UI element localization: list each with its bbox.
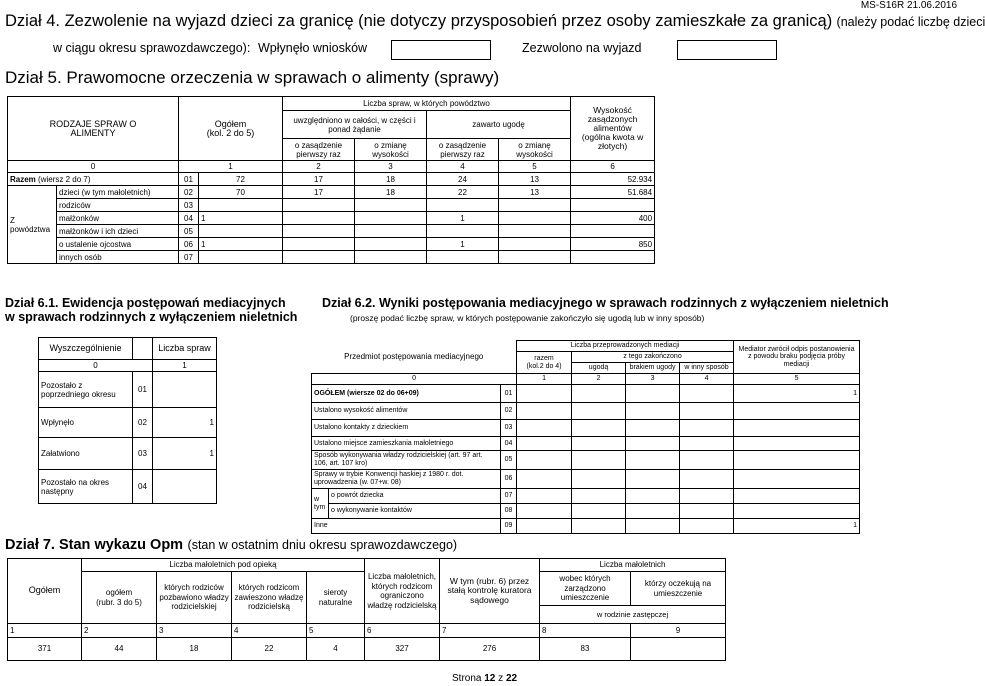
cell [517, 420, 572, 437]
cell [499, 199, 571, 212]
cell [499, 238, 571, 251]
colnum: 5 [499, 161, 571, 173]
cell: 18 [355, 186, 427, 199]
d5-total-label: Razem (wiersz 2 do 7) [8, 173, 179, 186]
cell [626, 470, 680, 489]
cell [680, 420, 734, 437]
colnum: 5 [734, 374, 860, 385]
cell [680, 519, 734, 534]
cell [571, 225, 655, 238]
cell [572, 420, 626, 437]
d7-title-line [5, 536, 457, 554]
cell [572, 504, 626, 519]
cell: 4 [307, 638, 365, 661]
colnum: 4 [427, 161, 499, 173]
cell: 83 [540, 638, 631, 661]
cell [283, 225, 355, 238]
d4-received-field[interactable] [391, 40, 491, 60]
d5-head-amount: Wysokość zasądzonych alimentów (ogólna kwota w złotych) [571, 97, 655, 161]
row-code: 02 [133, 408, 153, 438]
cell [626, 403, 680, 420]
cell: 72 [199, 173, 283, 186]
row-label: Pozostało na okres następny [39, 470, 133, 504]
cell: 22 [427, 186, 499, 199]
d61-head-spec: Wyszczególnienie [39, 338, 133, 360]
d7-head-orphans: sieroty naturalne [307, 572, 365, 624]
row-code: 02 [501, 403, 517, 420]
d5-head-kinds: RODZAJE SPRAW O ALIMENTY [8, 97, 179, 161]
row-code: 04 [179, 212, 199, 225]
cell [680, 437, 734, 451]
d7-head-minors: Liczba małoletnich [540, 559, 726, 572]
d4-title-line [5, 12, 985, 31]
table-row [8, 186, 655, 199]
cell [626, 437, 680, 451]
cell [626, 489, 680, 504]
d61-title: Dział 6.1. Ewidencja postępowań mediacyjnych w sprawach rodzinnych z wyłączeniem nieletnich [5, 296, 298, 324]
colnum: 4 [680, 374, 734, 385]
d7-head-waiting: którzy oczekują na umieszczenie [631, 572, 726, 606]
row-code: 03 [179, 199, 199, 212]
row-code: 08 [501, 504, 517, 519]
colnum: 3 [157, 624, 232, 638]
cell: 1 [153, 408, 217, 438]
d5-head-upheld: uwzględniono w całości, w części i ponad żądanie [283, 111, 427, 139]
d62-head-conducted: Liczba przeprowadzonych mediacji [517, 341, 734, 352]
table-row [312, 504, 860, 519]
row-label: Ustalono miejsce zamieszkania małoletniego [312, 437, 501, 451]
table-row [39, 470, 217, 504]
d5-head-total: Ogółem (kol. 2 do 5) [179, 97, 283, 161]
cell [680, 403, 734, 420]
row-label: dzieci (w tym małoletnich) [57, 186, 179, 199]
d62-wtym: w tym [312, 489, 329, 519]
row-code: 03 [501, 420, 517, 437]
row-code: 05 [501, 451, 517, 470]
d5-head-first-b: o zasądzenie pierwszy raz [427, 139, 499, 161]
cell [626, 385, 680, 403]
cell [571, 199, 655, 212]
cell [734, 451, 860, 470]
d7-title: Dział 7. Stan wykazu Opm [5, 537, 184, 553]
d62-head-nosettle: brakiem ugody [626, 363, 680, 374]
d7-head-placed: wobec których zarządzono umieszczenie [540, 572, 631, 606]
cell: 52.934 [571, 173, 655, 186]
row-code: 04 [133, 470, 153, 504]
table-row [8, 212, 655, 225]
cell [355, 251, 427, 264]
cell [199, 199, 283, 212]
cell [734, 470, 860, 489]
row-label: rodziców [57, 199, 179, 212]
cell [734, 489, 860, 504]
colnum: 2 [283, 161, 355, 173]
row-label: o wykonywanie kontaktów [329, 504, 501, 519]
colnum: 0 [312, 374, 517, 385]
table-row [8, 251, 655, 264]
cell [499, 212, 571, 225]
table-row [8, 225, 655, 238]
cell [626, 504, 680, 519]
row-code: 05 [179, 225, 199, 238]
cell: 327 [365, 638, 440, 661]
cell: 1 [427, 212, 499, 225]
row-code: 07 [501, 489, 517, 504]
cell [626, 420, 680, 437]
cell [355, 199, 427, 212]
cell: 276 [440, 638, 540, 661]
cell [572, 489, 626, 504]
cell: 371 [8, 638, 82, 661]
cell: 400 [571, 212, 655, 225]
row-code: 07 [179, 251, 199, 264]
table-row [39, 408, 217, 438]
row-label: o powrót dziecka [329, 489, 501, 504]
cell [572, 437, 626, 451]
d7-head-foster: w rodzinie zastępczej [540, 606, 726, 624]
d5-head-change-a: o zmianę wysokości [355, 139, 427, 161]
table-row [8, 638, 726, 661]
d7-head-total: Ogółem [8, 559, 82, 624]
d5-group-label: Z powództwa [8, 186, 57, 264]
d4-received-label: Wpłynęło wniosków [258, 41, 368, 55]
row-label: Sposób wykonywania władzy rodzicielskiej (art. 97 art. 106, art. 107 kro) [312, 451, 501, 470]
row-code: 01 [501, 385, 517, 403]
cell: 70 [199, 186, 283, 199]
cell: 17 [283, 173, 355, 186]
colnum: 0 [8, 161, 179, 173]
colnum: 9 [631, 624, 726, 638]
d7-head-of-total: ogółem (rubr. 3 do 5) [82, 572, 157, 624]
table-row [312, 451, 860, 470]
d5-table [7, 96, 655, 264]
cell [572, 451, 626, 470]
row-code: 06 [501, 470, 517, 489]
cell [517, 519, 572, 534]
table-row [312, 489, 860, 504]
cell [734, 420, 860, 437]
d4-line2: w ciągu okresu sprawozdawczego): [53, 41, 251, 55]
row-label: małżonków i ich dzieci [57, 225, 179, 238]
d7-head-suspended: których rodzicom zawieszono władzę rodzicielską [232, 572, 307, 624]
row-label: małżonków [57, 212, 179, 225]
cell [571, 251, 655, 264]
row-code: 03 [133, 438, 153, 470]
d62-head-of-which: z tego zakończono [572, 352, 734, 363]
colnum: 3 [626, 374, 680, 385]
d7-head-wtym: W tym (rubr. 6) przez stałą kontrolę kuratora sądowego [440, 559, 540, 624]
cell [680, 385, 734, 403]
colnum: 8 [540, 624, 631, 638]
row-label: Wpłynęło [39, 408, 133, 438]
colnum: 2 [82, 624, 157, 638]
d62-title: Dział 6.2. Wyniki postępowania mediacyjnego w sprawach rodzinnych z wyłączeniem nieletnich [322, 296, 889, 310]
cell [427, 225, 499, 238]
cell: 22 [232, 638, 307, 661]
cell [517, 504, 572, 519]
d62-head-settle: ugodą [572, 363, 626, 374]
colnum: 0 [39, 360, 153, 372]
d5-title: Dział 5. Prawomocne orzeczenia w sprawach o alimenty (sprawy) [5, 68, 500, 87]
cell: 18 [157, 638, 232, 661]
d62-head-subject: Przedmiot postępowania mediacyjnego [312, 341, 517, 374]
row-label: OGÓŁEM (wiersze 02 do 06+09) [312, 385, 501, 403]
page-number: Strona 12 z 22 [452, 673, 518, 684]
colnum: 4 [232, 624, 307, 638]
d62-table [311, 340, 860, 534]
cell [734, 403, 860, 420]
cell [153, 372, 217, 408]
table-row [8, 199, 655, 212]
cell [355, 212, 427, 225]
row-label: Sprawy w trybie Konwencji haskiej z 1980 r. dot. uprowadzenia (w. 07+w. 08) [312, 470, 501, 489]
table-row [8, 173, 655, 186]
row-label: Ustalono kontakty z dzieckiem [312, 420, 501, 437]
cell [572, 470, 626, 489]
row-code: 09 [501, 519, 517, 534]
cell [355, 225, 427, 238]
cell [572, 519, 626, 534]
cell: 1 [199, 212, 283, 225]
cell: 13 [499, 186, 571, 199]
cell [572, 403, 626, 420]
cell [680, 451, 734, 470]
colnum: 1 [8, 624, 82, 638]
colnum: 1 [517, 374, 572, 385]
row-label: Inne [312, 519, 501, 534]
cell [517, 437, 572, 451]
row-label: Pozostało z poprzedniego okresu [39, 372, 133, 408]
cell [626, 519, 680, 534]
cell [631, 638, 726, 661]
row-code: 06 [179, 238, 199, 251]
cell: 1 [199, 238, 283, 251]
colnum: 7 [440, 624, 540, 638]
colnum: 5 [307, 624, 365, 638]
cell [517, 451, 572, 470]
cell [427, 199, 499, 212]
cell [283, 251, 355, 264]
d7-head-care-group: Liczba małoletnich pod opieką [82, 559, 365, 572]
cell [427, 251, 499, 264]
cell: 51.684 [571, 186, 655, 199]
table-row [312, 403, 860, 420]
cell: 44 [82, 638, 157, 661]
cell [199, 225, 283, 238]
colnum: 6 [365, 624, 440, 638]
cell [517, 470, 572, 489]
cell [626, 451, 680, 470]
d62-head-total: razem (kol.2 do 4) [517, 352, 572, 374]
cell [680, 489, 734, 504]
d61-head-count: Liczba spraw [153, 338, 217, 360]
form-code: MS-S16R 21.06.2016 [860, 0, 957, 11]
cell [517, 403, 572, 420]
table-row [312, 470, 860, 489]
d62-head-other: w inny sposób [680, 363, 734, 374]
table-row [312, 437, 860, 451]
d7-head-minors-unlimited: Liczba małoletnich, których rodzicom ograniczono władzę rodzicielską [365, 559, 440, 624]
cell: 17 [283, 186, 355, 199]
d5-head-change-b: o zmianę wysokości [499, 139, 571, 161]
row-code: 01 [179, 173, 199, 186]
row-code: 04 [501, 437, 517, 451]
cell [734, 437, 860, 451]
d4-approved-field[interactable] [677, 40, 777, 60]
d7-note: (stan w ostatnim dniu okresu sprawozdawczego) [187, 538, 458, 552]
row-label: Ustalono wysokość alimentów [312, 403, 501, 420]
cell [517, 489, 572, 504]
cell [355, 238, 427, 251]
d5-head-settled: zawarto ugodę [427, 111, 571, 139]
cell [283, 199, 355, 212]
cell [680, 504, 734, 519]
cell: 24 [427, 173, 499, 186]
cell [283, 212, 355, 225]
cell [517, 385, 572, 403]
row-label: innych osób [57, 251, 179, 264]
cell [499, 225, 571, 238]
table-row [8, 238, 655, 251]
cell [572, 385, 626, 403]
cell [499, 251, 571, 264]
cell [153, 470, 217, 504]
table-row [312, 519, 860, 534]
d5-head-cases: Liczba spraw, w których powództwo [283, 97, 571, 111]
table-row [312, 420, 860, 437]
cell [734, 504, 860, 519]
table-row [39, 372, 217, 408]
cell: 13 [499, 173, 571, 186]
cell: 1 [734, 385, 860, 403]
d5-head-first-a: o zasądzenie pierwszy raz [283, 139, 355, 161]
cell: 1 [427, 238, 499, 251]
cell: 1 [734, 519, 860, 534]
colnum: 3 [355, 161, 427, 173]
d61-table [38, 337, 217, 504]
d7-head-deprived: których rodziców pozbawiono władzy rodzicielskiej [157, 572, 232, 624]
colnum: 1 [153, 360, 217, 372]
cell: 1 [153, 438, 217, 470]
cell [199, 251, 283, 264]
cell [680, 470, 734, 489]
d62-head-mediator: Mediator zwrócił odpis postanowienia z powodu braku podjęcia próby mediacji [734, 341, 860, 374]
colnum: 1 [179, 161, 283, 173]
table-row [312, 385, 860, 403]
row-label: Załatwiono [39, 438, 133, 470]
table-row [39, 438, 217, 470]
d62-subtitle: (proszę podać liczbę spraw, w których postępowanie zakończyło się ugodą lub w inny sposób) [350, 313, 705, 323]
colnum: 2 [572, 374, 626, 385]
colnum: 6 [571, 161, 655, 173]
row-code: 01 [133, 372, 153, 408]
row-label: o ustalenie ojcostwa [57, 238, 179, 251]
cell: 18 [355, 173, 427, 186]
row-code: 02 [179, 186, 199, 199]
d4-approved-label: Zezwolono na wyjazd [522, 41, 642, 55]
d4-title: Dział 4. Zezwolenie na wyjazd dzieci za granicę (nie dotyczy przysposobień przez osoby zamieszkałe za granicą) [5, 12, 833, 30]
cell: 850 [571, 238, 655, 251]
d7-table [7, 558, 726, 661]
d4-note: (należy podać liczbę dzieci [836, 15, 985, 29]
cell [283, 238, 355, 251]
